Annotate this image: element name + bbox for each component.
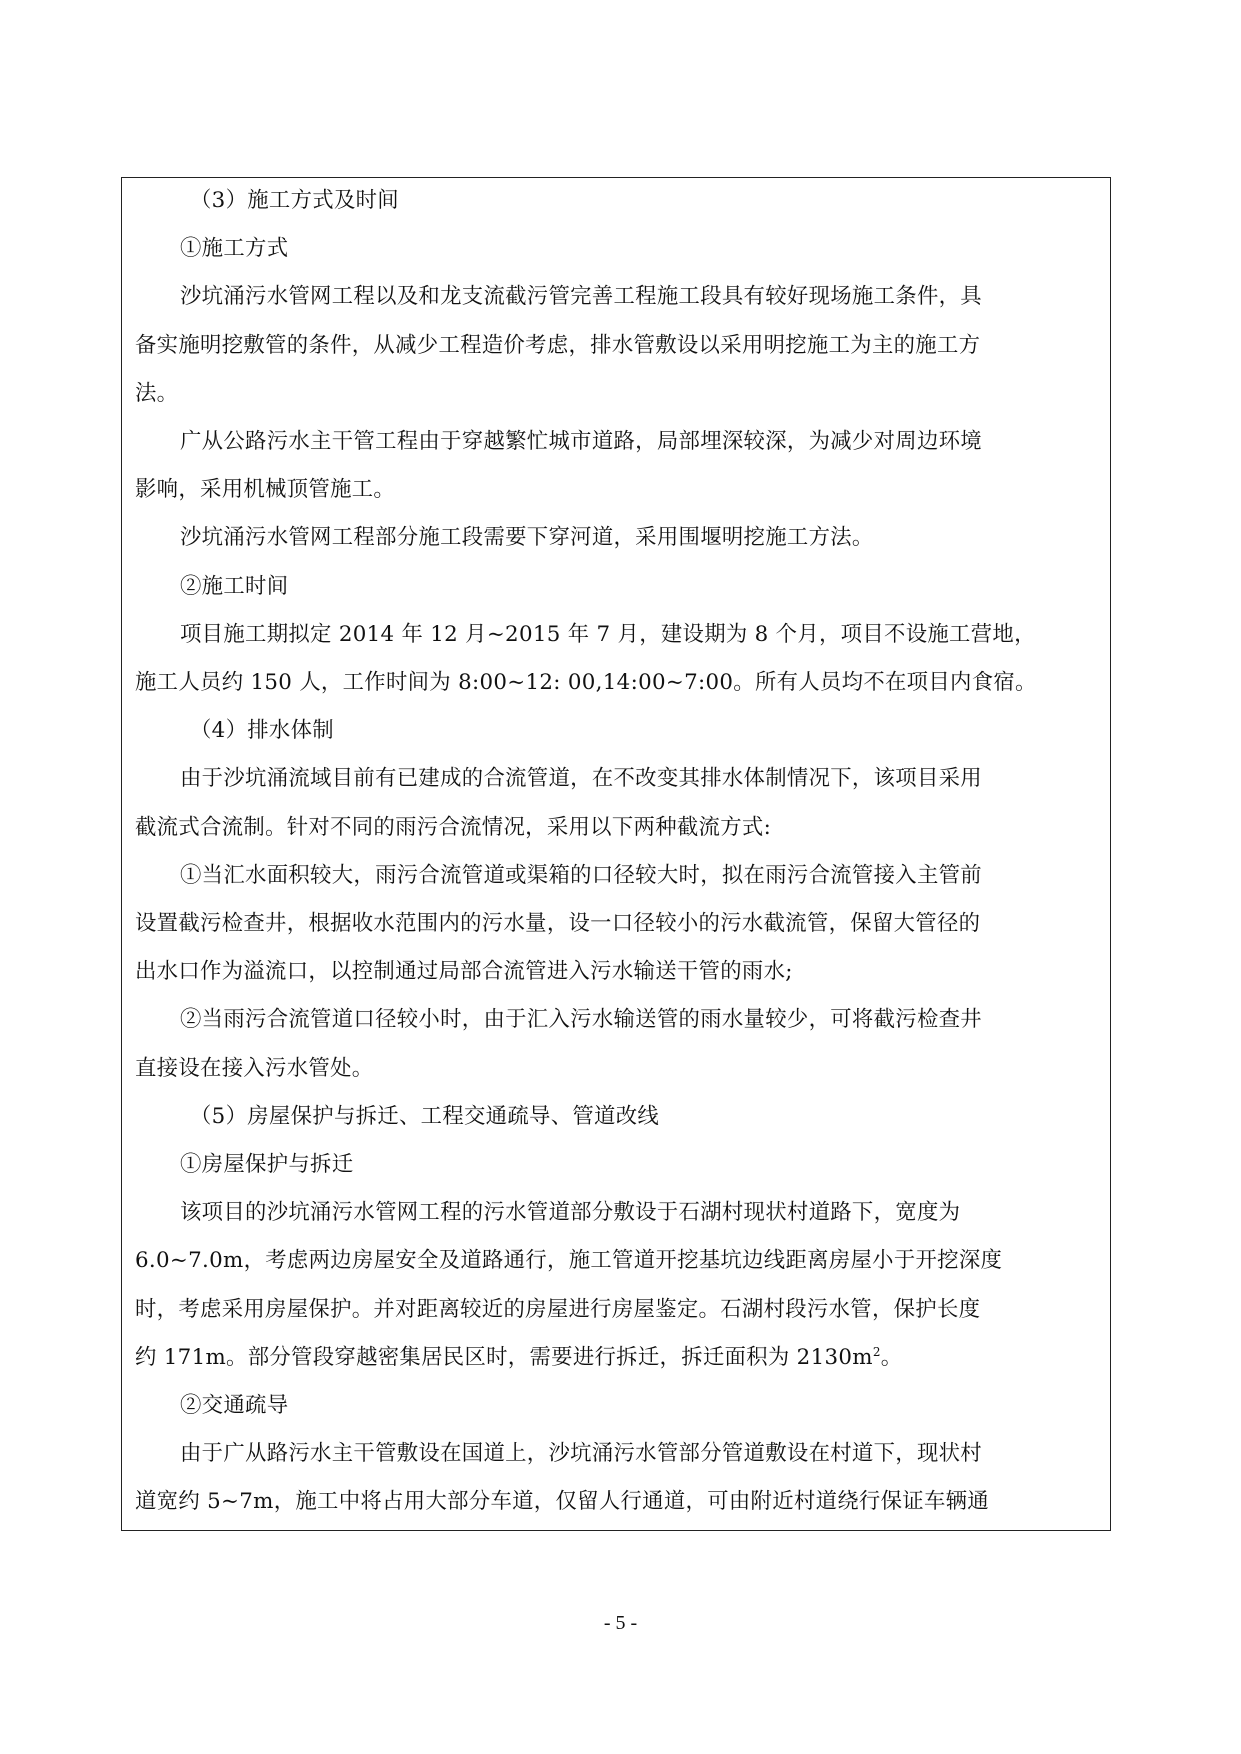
paragraph-line — [135, 1237, 1105, 1285]
line-text: 广从公路污水主干管工程由于穿越繁忙城市道路，局部埋深较深，为减少对周边环境 — [180, 429, 982, 455]
line-text: ②施工时间 — [180, 573, 289, 599]
line-text: 备实施明挖敷管的条件，从减少工程造价考虑，排水管敷设以采用明挖施工为主的施工方 — [135, 332, 981, 358]
paragraph-line — [135, 1430, 1105, 1478]
paragraph-line — [135, 1478, 1105, 1526]
line-text: 沙坑涌污水管网工程部分施工段需要下穿河道，采用围堰明挖施工方法。 — [180, 525, 874, 551]
line-text: ①房屋保护与拆迁 — [180, 1152, 354, 1178]
paragraph-line — [135, 1189, 1105, 1237]
line-text: 沙坑涌污水管网工程以及和龙支流截污管完善工程施工段具有较好现场施工条件，具 — [180, 284, 982, 310]
line-text: ②交通疏导 — [180, 1393, 289, 1419]
line-text: 截流式合流制。针对不同的雨污合流情况，采用以下两种截流方式: — [135, 814, 772, 840]
paragraph-line — [135, 1334, 1105, 1382]
paragraph-line — [135, 948, 1105, 996]
line-text: 法。 — [135, 380, 179, 406]
line-text: 设置截污检查井，根据收水范围内的污水量，设一口径较小的污水截流管，保留大管径的 — [135, 911, 981, 937]
line-text: （3）施工方式及时间 — [190, 188, 399, 213]
heading-housing-traffic-pipeline — [135, 1093, 1105, 1141]
line-text: 约 171m。部分管段穿越密集居民区时，需要进行拆迁，拆迁面积为 2130m — [135, 1344, 873, 1370]
line-text: 该项目的沙坑涌污水管网工程的污水管道部分敷设于石湖村现状村道路下，宽度为 — [180, 1200, 961, 1226]
line-text: 直接设在接入污水管处。 — [135, 1055, 374, 1081]
paragraph-line — [135, 322, 1105, 370]
line-text: 由于沙坑涌流域目前有已建成的合流管道，在不改变其排水体制情况下，该项目采用 — [180, 766, 982, 792]
line-text: 6.0~7.0m，考虑两边房屋安全及道路通行，施工管道开挖基坑边线距离房屋小于开挖深度 — [135, 1248, 1003, 1274]
subheading-housing-protection — [135, 1141, 1105, 1189]
line-text: 。 — [880, 1344, 903, 1370]
paragraph-line — [135, 804, 1105, 852]
paragraph-line — [135, 418, 1105, 466]
paragraph-line — [135, 466, 1105, 514]
line-text: 时，考虑采用房屋保护。并对距离较近的房屋进行房屋鉴定。石湖村段污水管，保护长度 — [135, 1296, 981, 1322]
line-text: 施工人员约 150 人，工作时间为 8:00~12: 00,14:00~7:00。所有人员均不在项目内食宿。 — [135, 670, 1037, 696]
page-number: - 5 - — [603, 1612, 638, 1634]
paragraph-line — [135, 370, 1105, 418]
line-text: 项目施工期拟定 2014 年 12 月~2015 年 7 月，建设期为 8 个月，项目不设施工营地， — [180, 621, 1036, 647]
paragraph-line — [135, 659, 1105, 707]
paragraph-line — [135, 514, 1105, 562]
subheading-traffic-diversion — [135, 1382, 1105, 1430]
paragraph-line — [135, 900, 1105, 948]
paragraph-line — [135, 755, 1105, 803]
heading-construction-method-time — [135, 177, 1105, 225]
line-text: 影响，采用机械顶管施工。 — [135, 477, 396, 503]
heading-drainage-system — [135, 707, 1105, 755]
line-text: 出水口作为溢流口，以控制通过局部合流管进入污水输送干管的雨水; — [135, 959, 793, 985]
superscript: 2 — [872, 1344, 881, 1359]
line-text: ①施工方式 — [180, 236, 289, 262]
line-text: （4）排水体制 — [190, 718, 334, 744]
line-text: ②当雨污合流管道口径较小时，由于汇入污水输送管的雨水量较少，可将截污检查井 — [180, 1007, 982, 1033]
paragraph-line — [135, 1286, 1105, 1334]
document-body — [135, 177, 1105, 1527]
paragraph-line — [135, 611, 1105, 659]
line-text: （5）房屋保护与拆迁、工程交通疏导、管道改线 — [190, 1103, 660, 1129]
line-text: 道宽约 5~7m，施工中将占用大部分车道，仅留人行通道，可由附近村道绕行保证车辆通 — [135, 1489, 989, 1515]
paragraph-line — [135, 996, 1105, 1044]
line-text: 由于广从路污水主干管敷设在国道上，沙坑涌污水管部分管道敷设在村道下，现状村 — [180, 1441, 982, 1467]
paragraph-line — [135, 1045, 1105, 1093]
line-text: ①当汇水面积较大，雨污合流管道或渠箱的口径较大时，拟在雨污合流管接入主管前 — [180, 862, 982, 888]
paragraph-line — [135, 852, 1105, 900]
subheading-construction-method — [135, 225, 1105, 273]
subheading-construction-time — [135, 563, 1105, 611]
paragraph-line — [135, 273, 1105, 321]
